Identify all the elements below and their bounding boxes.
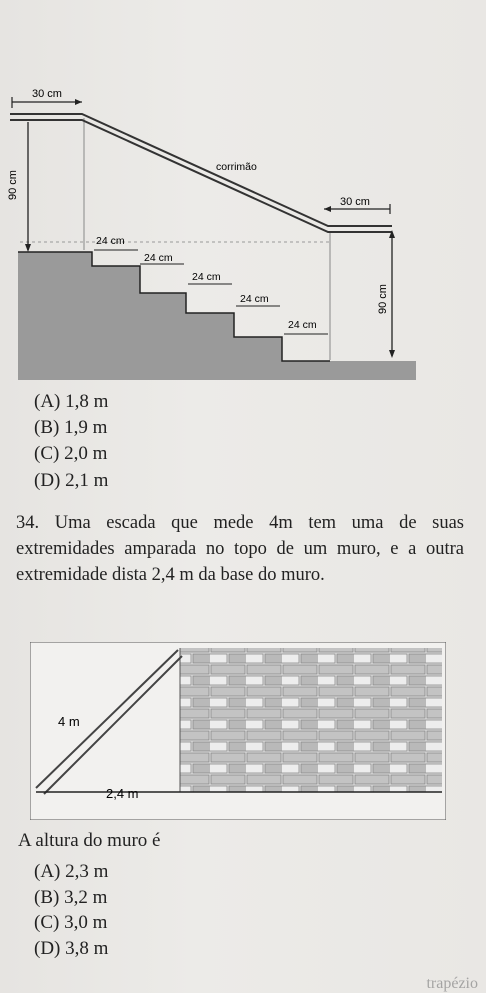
q33-option-d: (D) 2,1 m: [34, 470, 109, 491]
label-top-width: 30 cm: [32, 88, 62, 100]
q34-text: Uma escada que mede 4m tem uma de suas extremidades amparada no topo de um muro, e a outra extremidade dista 2,4 m da base do muro.: [16, 513, 464, 585]
q34-statement: [16, 510, 464, 588]
q33-option-c: (C) 2,0 m: [34, 443, 108, 464]
q34-option-a: (A) 2,3 m: [34, 861, 109, 882]
step-label-4: 24 cm: [240, 293, 269, 305]
brick-wall: [180, 648, 442, 792]
step-label-3: 24 cm: [192, 271, 221, 283]
wall-figure: [30, 642, 446, 820]
step-label-2: 24 cm: [144, 252, 173, 264]
step-label-5: 24 cm: [288, 319, 317, 331]
label-right-height: 90 cm: [377, 284, 389, 314]
q34-prompt: A altura do muro é: [18, 830, 161, 851]
label-left-height: 90 cm: [7, 170, 19, 200]
q33-option-a: (A) 1,8 m: [34, 391, 109, 412]
q34-option-c: (C) 3,0 m: [34, 912, 108, 933]
handrail: [10, 114, 392, 232]
stairs-figure: [0, 0, 486, 385]
q34-number: 34.: [16, 513, 40, 533]
q34-option-b: (B) 3,2 m: [34, 887, 108, 908]
label-right-width: 30 cm: [340, 196, 370, 208]
base-label: 2,4 m: [106, 786, 139, 801]
bottom-fragment: trapézio: [426, 975, 478, 992]
q34-option-d: (D) 3,8 m: [34, 938, 109, 959]
ladder-label: 4 m: [58, 714, 80, 729]
step-label-1: 24 cm: [96, 235, 125, 247]
label-handrail: corrimão: [216, 161, 257, 173]
q33-option-b: (B) 1,9 m: [34, 417, 108, 438]
